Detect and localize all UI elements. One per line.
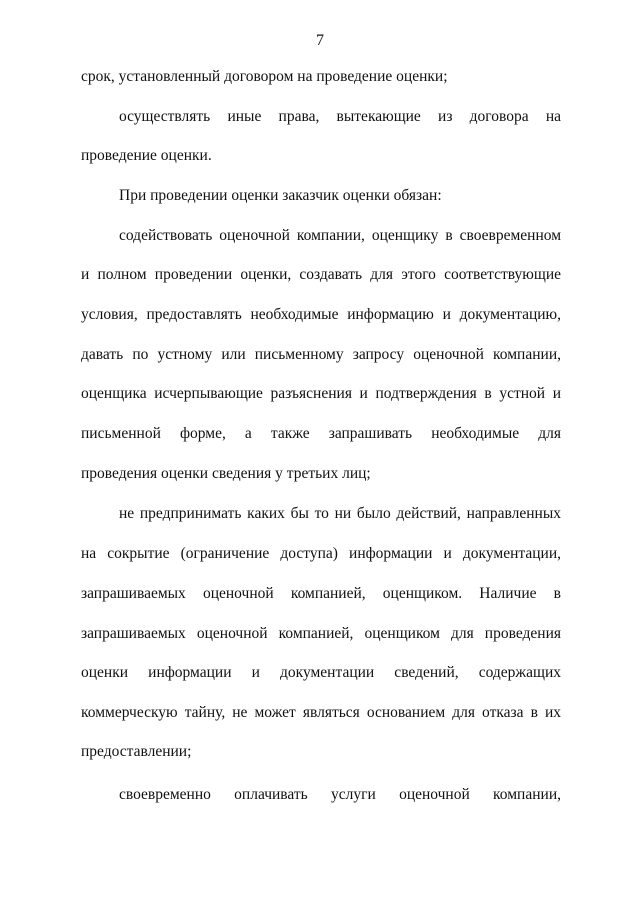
text-line: запрашиваемых оценочной компанией, оценщиком. Наличие в [81, 585, 561, 602]
text-line: проведения оценки сведения у третьих лиц; [81, 465, 371, 482]
text-line: письменной форме, а также запрашивать необходимые для [81, 425, 561, 442]
text-line: осуществлять иные права, вытекающие из договора на [119, 108, 561, 125]
text-line: давать по устному или письменному запросу оценочной компании, [81, 346, 561, 363]
text-line: оценки информации и документации сведений, содержащих [81, 664, 561, 681]
text-line: на сокрытие (ограничение доступа) информации и документации, [81, 545, 561, 562]
text-line: предоставлении; [81, 743, 192, 760]
text-line: проведение оценки. [81, 147, 212, 164]
text-line: оценщика исчерпывающие разъяснения и подтверждения в устной и [81, 385, 561, 402]
text-line: и полном проведении оценки, создавать для этого соответствующие [81, 266, 561, 283]
text-line: не предпринимать каких бы то ни было действий, направленных [119, 505, 561, 522]
text-line: коммерческую тайну, не может являться основанием для отказа в их [81, 704, 561, 721]
text-line: запрашиваемых оценочной компанией, оценщиком для проведения [81, 625, 561, 642]
text-line: условия, предоставлять необходимые информацию и документацию, [81, 306, 561, 323]
text-line: срок, установленный договором на проведение оценки; [81, 68, 448, 85]
text-line: своевременно оплачивать услуги оценочной компании, [119, 786, 561, 803]
text-line: содействовать оценочной компании, оценщику в своевременном [119, 227, 561, 244]
text-line: При проведении оценки заказчик оценки обязан: [119, 187, 442, 204]
page-number: 7 [316, 32, 324, 49]
